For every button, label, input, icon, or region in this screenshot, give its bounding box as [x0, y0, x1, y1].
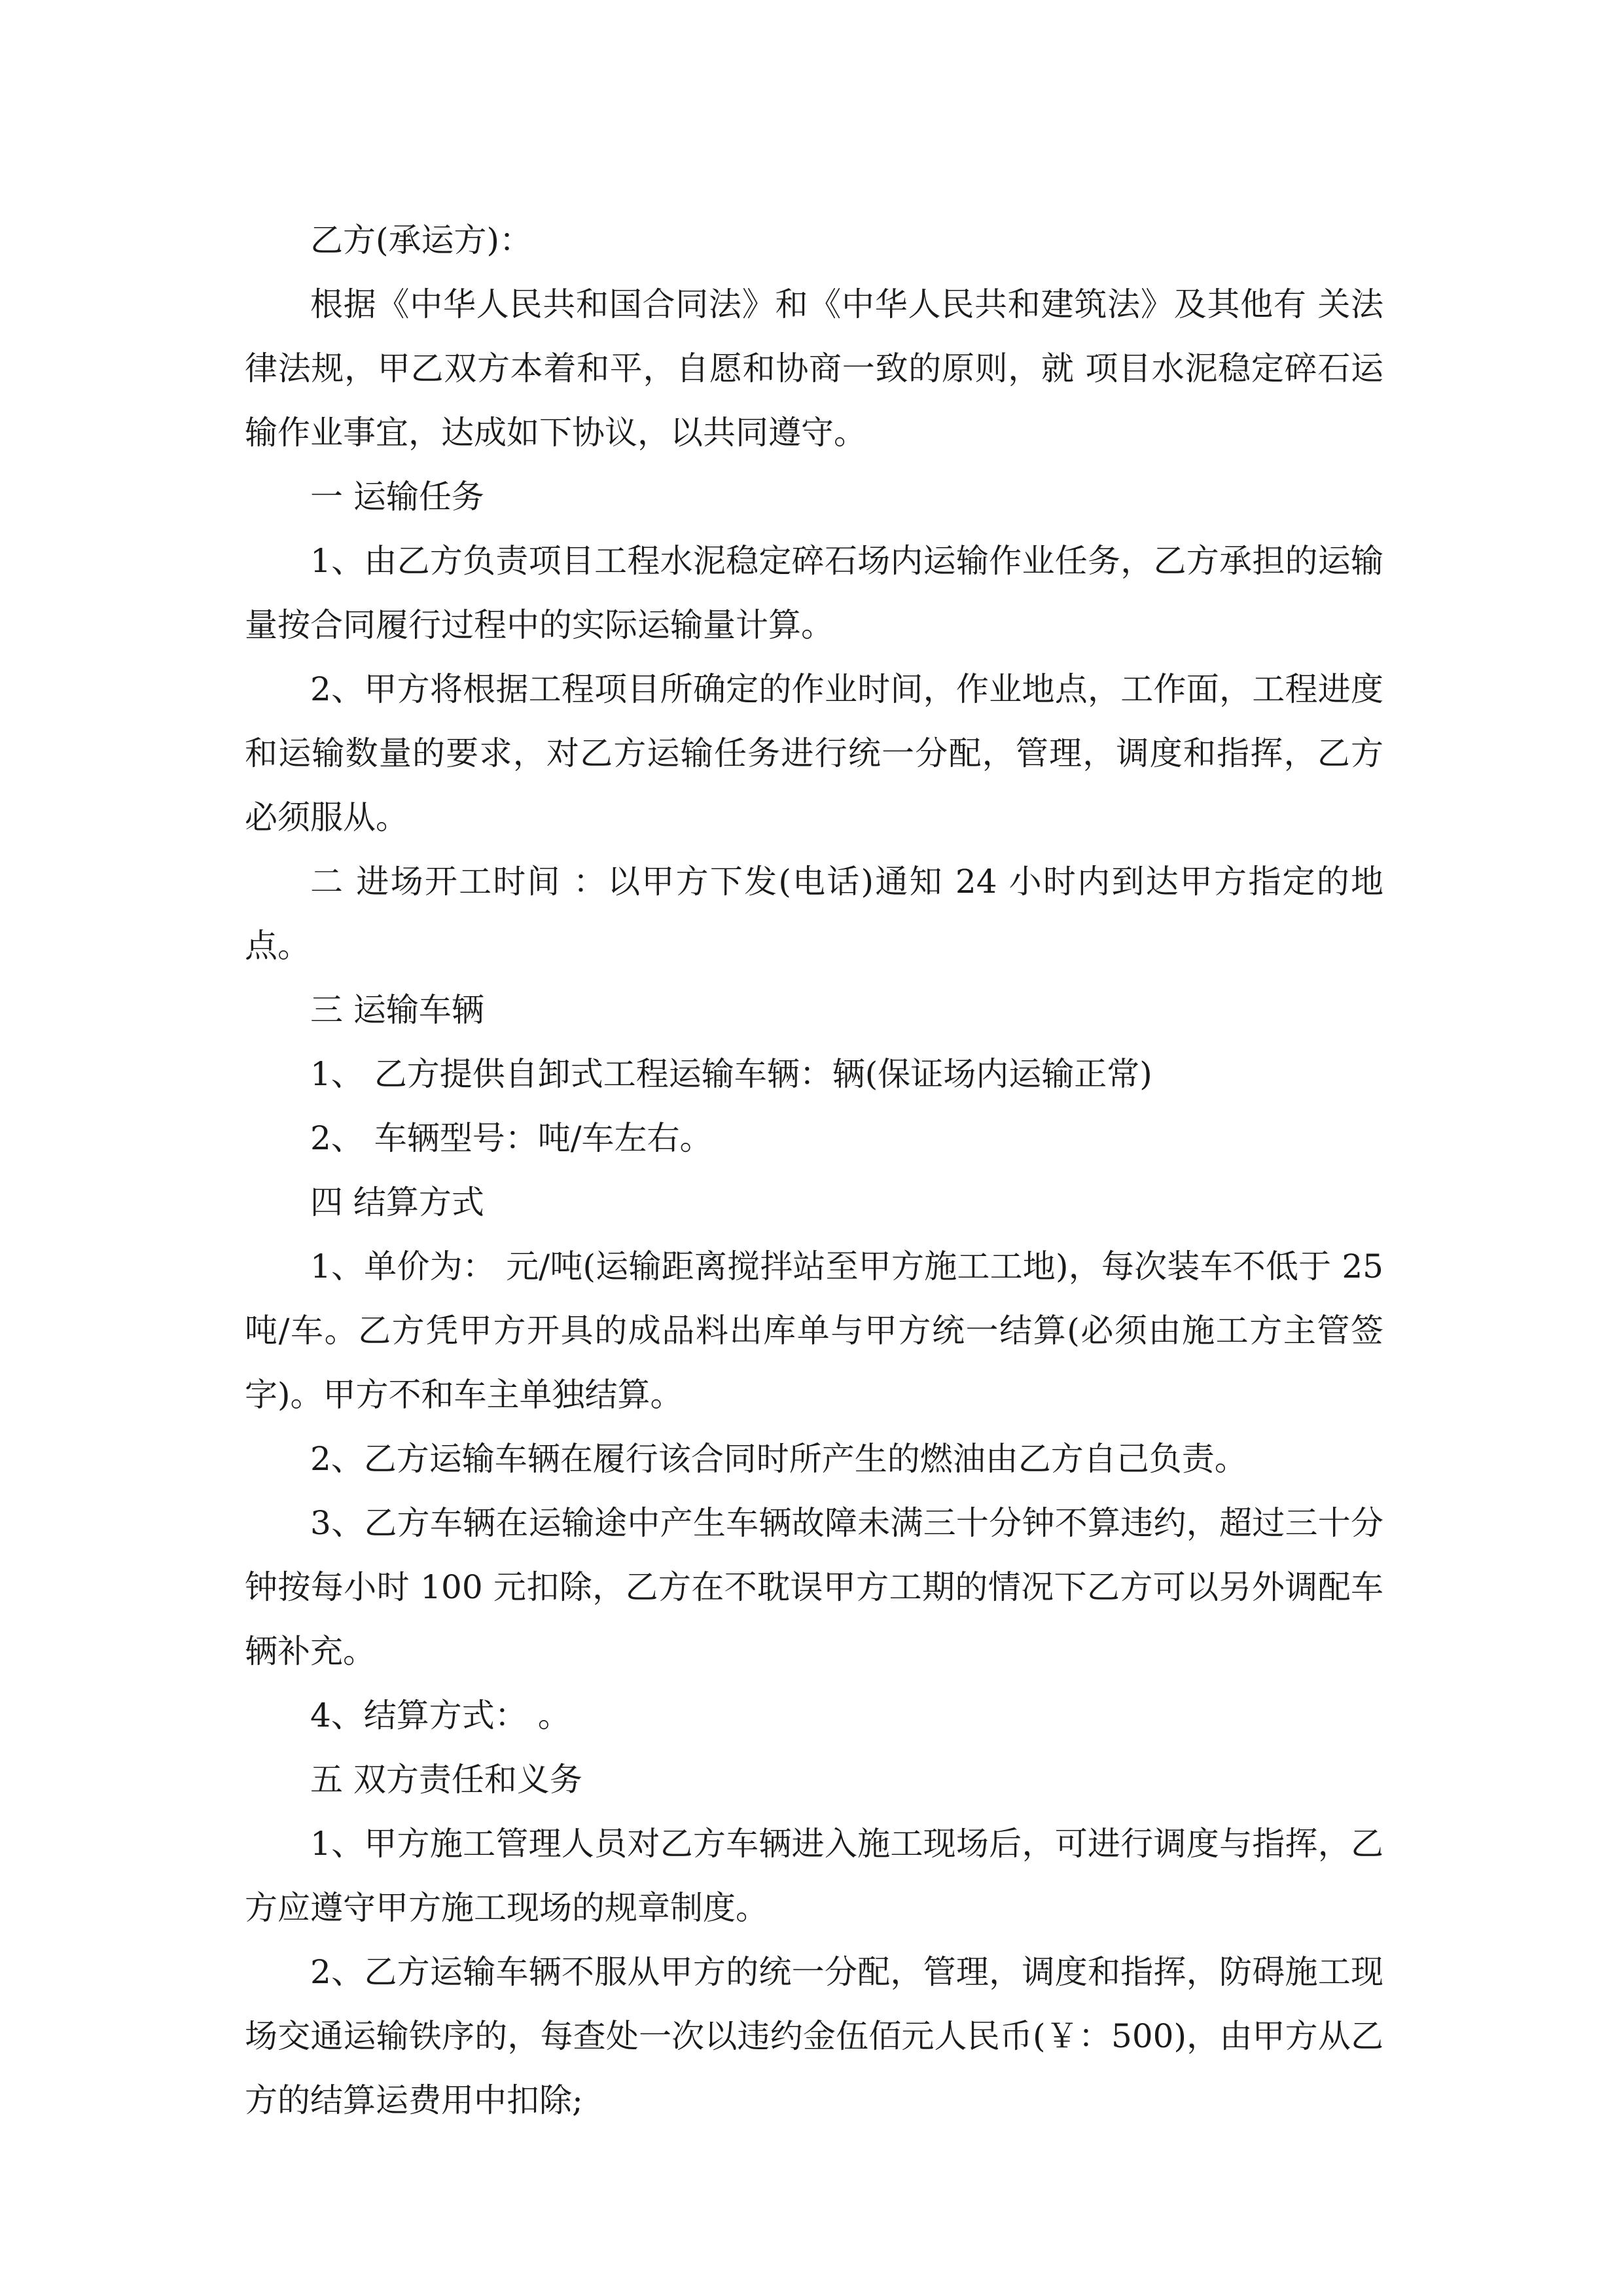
section-heading: 三 运输车辆	[310, 991, 484, 1029]
preamble-paragraph: 根据《中华人民共和国合同法》和《中华人民共和建筑法》及其他有 关法律法规，甲乙双方本着和平，自愿和协商一致的原则，就 项目水泥稳定碎石运输作业事宜，达成如下协议，以共同遵守。	[245, 285, 1383, 452]
document-body	[245, 208, 1383, 2132]
clause-paragraph: 1、单价为： 元/吨(运输距离搅拌站至甲方施工工地)，每次装车不低于 25 吨/车。乙方凭甲方开具的成品料出库单与甲方统一结算(必须由施工方主管签字)。甲方不和车主单独结算。	[245, 1247, 1383, 1414]
section-heading: 五 双方责任和义务	[310, 1761, 582, 1799]
clause-paragraph: 2、甲方将根据工程项目所确定的作业时间，作业地点，工作面，工程进度和运输数量的要求，对乙方运输任务进行统一分配，管理，调度和指挥，乙方必须服从。	[245, 670, 1383, 836]
clause-paragraph: 2、乙方运输车辆不服从甲方的统一分配，管理，调度和指挥，防碍施工现场交通运输铁序的，每查处一次以违约金伍佰元人民币(￥：500)，由甲方从乙方的结算运费用中扣除;	[245, 1953, 1383, 2119]
clause-paragraph: 2、 车辆型号：吨/车左右。	[310, 1119, 713, 1157]
clause-paragraph: 3、乙方车辆在运输途中产生车辆故障未满三十分钟不算违约，超过三十分钟按每小时 100 元扣除，乙方在不耽误甲方工期的情况下乙方可以另外调配车辆补充。	[245, 1504, 1383, 1670]
section-heading: 四 结算方式	[310, 1183, 484, 1221]
clause-paragraph: 1、由乙方负责项目工程水泥稳定碎石场内运输作业任务，乙方承担的运输量按合同履行过程中的实际运输量计算。	[245, 542, 1383, 644]
clause-paragraph: 2、乙方运输车辆在履行该合同时所产生的燃油由乙方自己负责。	[310, 1440, 1247, 1478]
section-heading: 二 进场开工时间 ：以甲方下发(电话)通知 24 小时内到达甲方指定的地点。	[245, 863, 1383, 965]
clause-paragraph: 1、甲方施工管理人员对乙方车辆进入施工现场后，可进行调度与指挥，乙方应遵守甲方施工现场的规章制度。	[245, 1825, 1383, 1927]
clause-paragraph: 1、 乙方提供自卸式工程运输车辆：辆(保证场内运输正常)	[310, 1055, 1152, 1093]
clause-paragraph: 4、结算方式： 。	[310, 1696, 571, 1734]
party-b-label: 乙方(承运方)：	[310, 221, 533, 259]
section-heading: 一 运输任务	[310, 478, 484, 516]
